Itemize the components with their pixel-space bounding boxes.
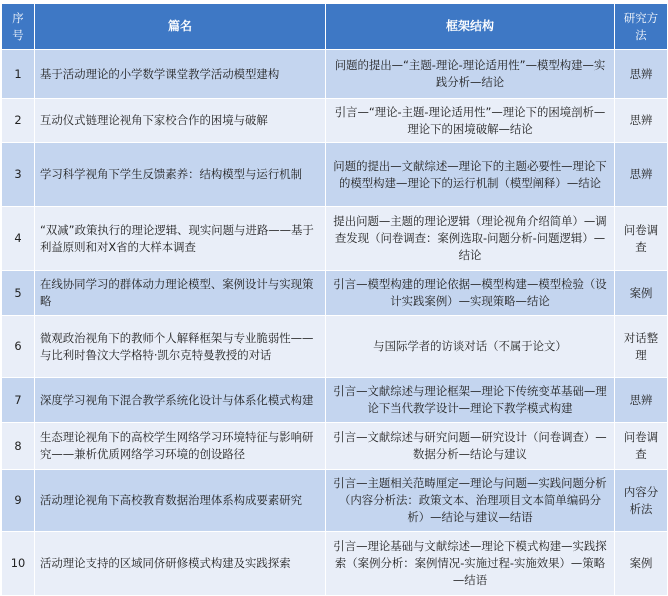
table-row bbox=[2, 207, 668, 271]
row-method: 问卷调查 bbox=[615, 423, 668, 470]
row-method: 内容分析法 bbox=[615, 470, 668, 532]
header-title: 篇名 bbox=[35, 4, 326, 50]
row-index: 7 bbox=[2, 378, 35, 423]
row-index: 5 bbox=[2, 271, 35, 316]
row-title: 基于活动理论的小学数学课堂教学活动模型建构 bbox=[35, 50, 326, 99]
row-framework: 引言—理论基础与文献综述—理论下模式构建—实践探索（案例分析：案例情况-实施过程-实施效果）—策略—结语 bbox=[326, 532, 615, 596]
row-index: 6 bbox=[2, 316, 35, 378]
header-index: 序号 bbox=[2, 4, 35, 50]
row-title: 深度学习视角下混合教学系统化设计与体系化模式构建 bbox=[35, 378, 326, 423]
row-index: 9 bbox=[2, 470, 35, 532]
row-method: 案例 bbox=[615, 271, 668, 316]
row-title: 学习科学视角下学生反馈素养：结构模型与运行机制 bbox=[35, 143, 326, 207]
row-framework: 引言—文献综述与理论框架—理论下传统变革基础—理论下当代教学设计—理论下教学模式构建 bbox=[326, 378, 615, 423]
table-header-row bbox=[2, 4, 668, 50]
table-row bbox=[2, 271, 668, 316]
row-framework: 引言—模型构建的理论依据—模型构建—模型检验（设计实践案例）—实现策略—结论 bbox=[326, 271, 615, 316]
table-row bbox=[2, 50, 668, 99]
framework-table-container bbox=[1, 3, 667, 596]
row-title: 微观政治视角下的教师个人解释框架与专业脆弱性——与比利时鲁汶大学格特·凯尔克特曼教授的对话 bbox=[35, 316, 326, 378]
header-framework: 框架结构 bbox=[326, 4, 615, 50]
row-method: 思辨 bbox=[615, 50, 668, 99]
row-index: 4 bbox=[2, 207, 35, 271]
row-method: 问卷调查 bbox=[615, 207, 668, 271]
framework-table bbox=[1, 3, 668, 596]
row-title: 互动仪式链理论视角下家校合作的困境与破解 bbox=[35, 99, 326, 143]
row-method: 思辨 bbox=[615, 99, 668, 143]
row-index: 10 bbox=[2, 532, 35, 596]
row-title: 生态理论视角下的高校学生网络学习环境特征与影响研究——兼析优质网络学习环境的创设路径 bbox=[35, 423, 326, 470]
table-row bbox=[2, 316, 668, 378]
row-index: 8 bbox=[2, 423, 35, 470]
row-index: 3 bbox=[2, 143, 35, 207]
row-title: 活动理论支持的区域同侪研修模式构建及实践探索 bbox=[35, 532, 326, 596]
row-index: 1 bbox=[2, 50, 35, 99]
table-row bbox=[2, 378, 668, 423]
row-framework: 与国际学者的访谈对话（不属于论文） bbox=[326, 316, 615, 378]
row-index: 2 bbox=[2, 99, 35, 143]
row-framework: 提出问题—主题的理论逻辑（理论视角介绍简单）—调查发现（问卷调查：案例选取-问题分析-问题逻辑）—结论 bbox=[326, 207, 615, 271]
row-framework: 问题的提出—“主题-理论-理论适用性”—模型构建—实践分析—结论 bbox=[326, 50, 615, 99]
table-row bbox=[2, 470, 668, 532]
row-framework: 问题的提出—文献综述—理论下的主题必要性—理论下的模型构建—理论下的运行机制（模型阐释）—结论 bbox=[326, 143, 615, 207]
table-row bbox=[2, 423, 668, 470]
table-row bbox=[2, 143, 668, 207]
header-method: 研究方法 bbox=[615, 4, 668, 50]
row-method: 对话整理 bbox=[615, 316, 668, 378]
row-method: 案例 bbox=[615, 532, 668, 596]
table-row bbox=[2, 532, 668, 596]
row-title: 在线协同学习的群体动力理论模型、案例设计与实现策略 bbox=[35, 271, 326, 316]
row-method: 思辨 bbox=[615, 378, 668, 423]
row-framework: 引言—“理论-主题-理论适用性”—理论下的困境剖析—理论下的困境破解—结论 bbox=[326, 99, 615, 143]
row-title: 活动理论视角下高校教育数据治理体系构成要素研究 bbox=[35, 470, 326, 532]
row-method: 思辨 bbox=[615, 143, 668, 207]
row-framework: 引言—文献综述与研究问题—研究设计（问卷调查）—数据分析—结论与建议 bbox=[326, 423, 615, 470]
row-title: “双减”政策执行的理论逻辑、现实问题与进路——基于利益原则和对X省的大样本调查 bbox=[35, 207, 326, 271]
table-row bbox=[2, 99, 668, 143]
row-framework: 引言—主题相关范畴厘定—理论与问题—实践问题分析（内容分析法：政策文本、治理项目文本简单编码分析）—结论与建议—结语 bbox=[326, 470, 615, 532]
